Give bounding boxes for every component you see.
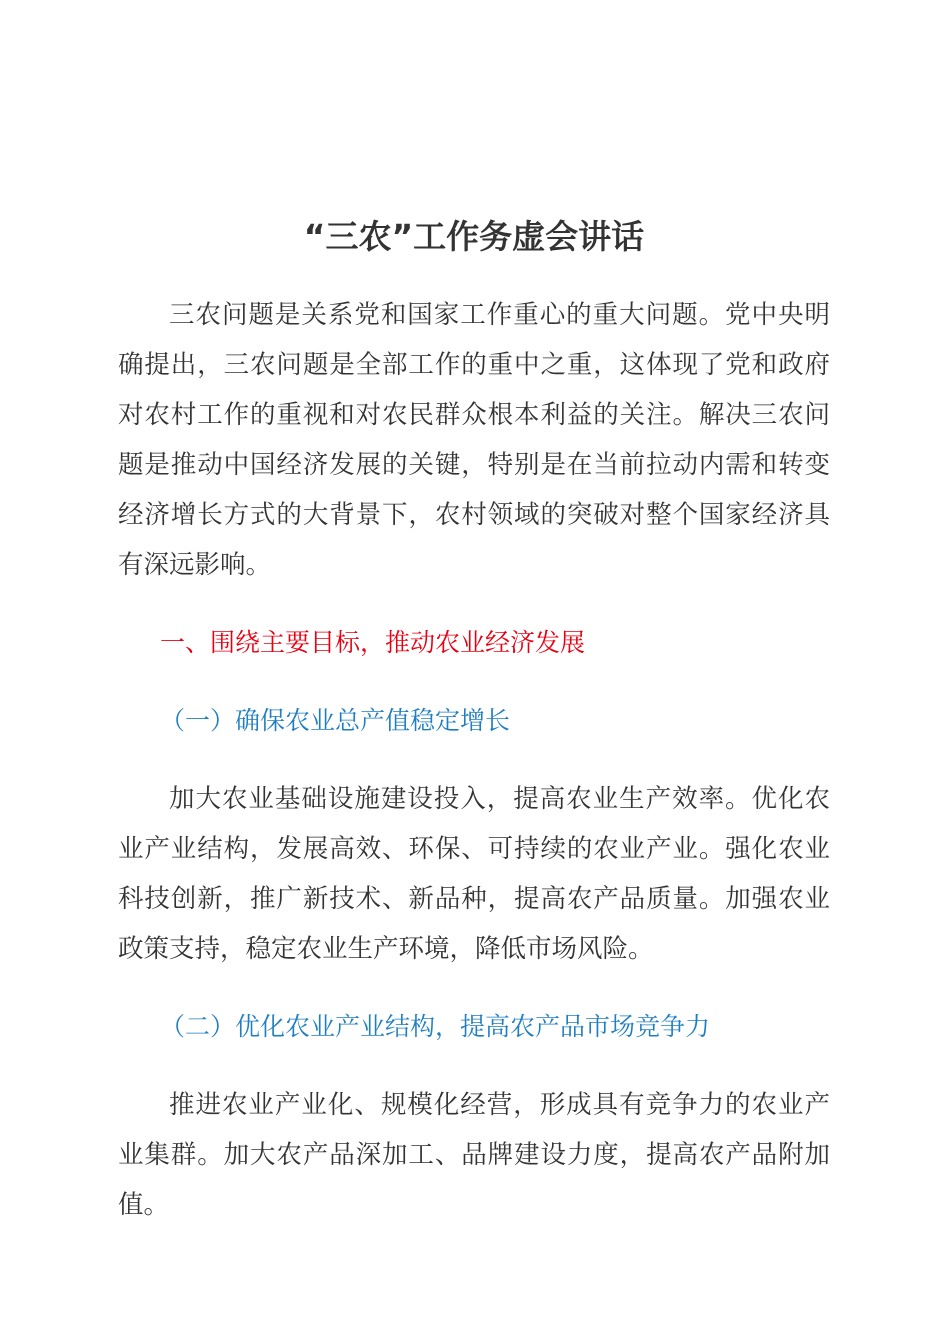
- subsection-2-paragraph: 推进农业产业化、规模化经营，形成具有竞争力的农业产业集群。加大农产品深加工、品牌建设力度，提高农产品附加值。: [118, 1090, 830, 1220]
- intro-paragraph: 三农问题是关系党和国家工作重心的重大问题。党中央明确提出，三农问题是全部工作的重中之重，这体现了党和政府对农村工作的重视和对农民群众根本利益的关注。解决三农问题是推动中国经济发展的关键，特别是在当前拉动内需和转变经济增长方式的大背景下，农村领域的突破对整个国家经济具有深远影响。: [118, 300, 830, 580]
- subsection-1-paragraph: 加大农业基础设施建设投入，提高农业生产效率。优化农业产业结构，发展高效、环保、可持续的农业产业。强化农业科技创新，推广新技术、新品种，提高农产品质量。加强农业政策支持，稳定农业生产环境，降低市场风险。: [118, 784, 830, 964]
- document-title: “三农”工作务虚会讲话: [303, 217, 645, 256]
- subsection-heading-1: （一）确保农业总产值稳定增长: [160, 706, 511, 735]
- subsection-heading-2: （二）优化农业产业结构，提高农产品市场竞争力: [160, 1012, 711, 1041]
- section-heading-1: 一、围绕主要目标，推动农业经济发展: [160, 628, 586, 657]
